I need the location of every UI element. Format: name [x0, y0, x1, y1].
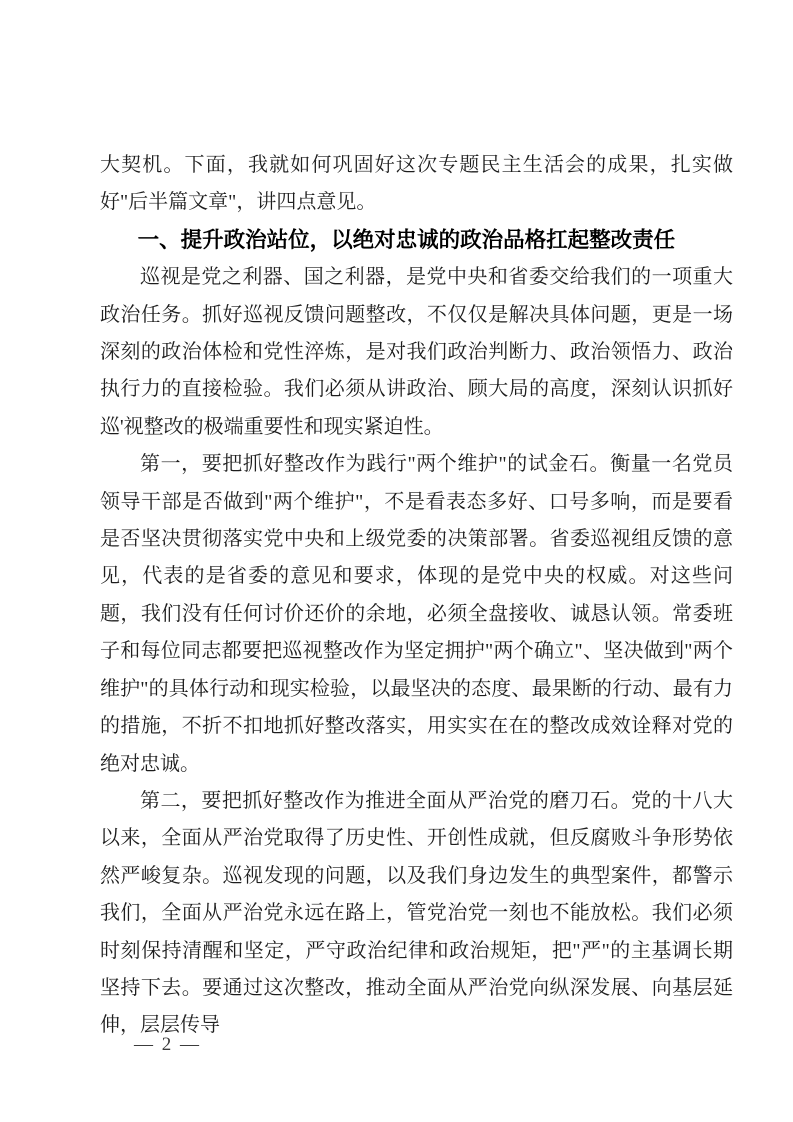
page-number-footer: — 2 — [134, 1034, 201, 1055]
paragraph-1: 巡视是党之利器、国之利器，是党中央和省委交给我们的一项重大政治任务。抓好巡视反馈问题整改，不仅仅是解决具体问题，更是一场深刻的政治体检和党性淬炼，是对我们政治判断力、政治领悟力、政治执行力的直接检验。我们必须从讲政治、顾大局的高度，深刻认识抓好巡'视整改的极端重要性和现实紧迫性。 [100, 266, 733, 438]
document-body [100, 147, 733, 1045]
section-heading: 一、提升政治站位，以绝对忠诚的政治品格扛起整改责任 [137, 227, 676, 252]
paragraph-continuation: 大契机。下面，我就如何巩固好这次专题民主生活会的成果，扎实做好"后半篇文章"，讲四点意见。 [100, 154, 733, 214]
paragraph-3: 第二，要把抓好整改作为推进全面从严治党的磨刀石。党的十八大以来，全面从严治党取得了历史性、开创性成就，但反腐败斗争形势依然严峻复杂。巡视发现的问题，以及我们身边发生的典型案件，都警示我们，全面从严治党永远在路上，管党治党一刻也不能放松。我们必须时刻保持清醒和坚定，严守政治纪律和政治规矩，把"严"的主基调长期坚持下去。要通过这次整改，推动全面从严治党向纵深发展、向基层延伸，层层传导 [100, 789, 733, 1037]
paragraph-2: 第一，要把抓好整改作为践行"两个维护"的试金石。衡量一名党员领导干部是否做到"两个维护"，不是看表态多好、口号多响，而是要看是否坚决贯彻落实党中央和上级党委的决策部署。省委巡视组反馈的意见，代表的是省委的意见和要求，体现的是党中央的权威。对这些问题，我们没有任何讨价还价的余地，必须全盘接收、诚恳认领。常委班子和每位同志都要把巡视整改作为坚定拥护"两个确立"、坚决做到"两个维护"的具体行动和现实检验，以最坚决的态度、最果断的行动、最有力的措施，不折不扣地抓好整改落实，用实实在在的整改成效诠释对党的绝对忠诚。 [100, 453, 733, 775]
